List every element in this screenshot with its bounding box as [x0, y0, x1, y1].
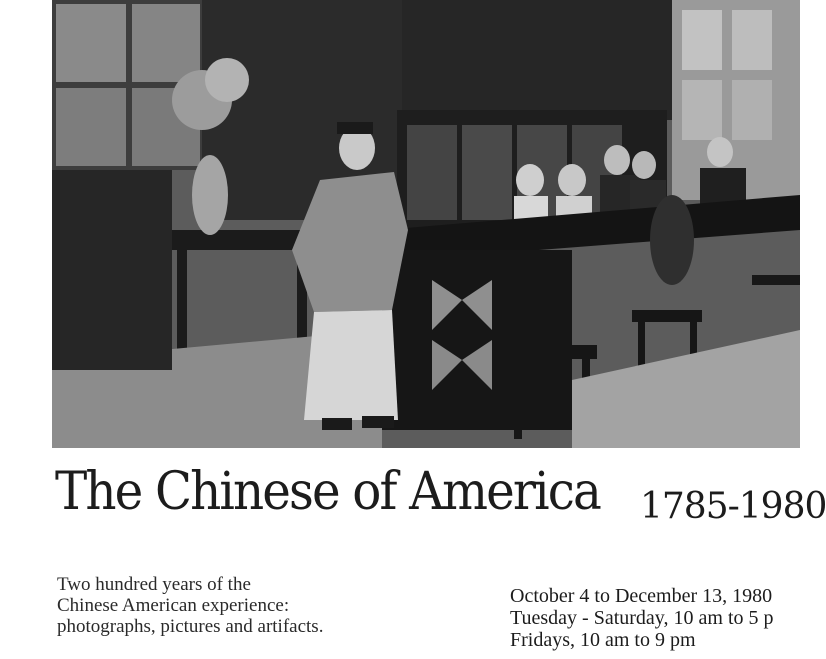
- exhibit-schedule: [510, 585, 800, 651]
- schedule-line: Tuesday - Saturday, 10 am to 5 p: [510, 607, 774, 629]
- description-line: photographs, pictures and artifacts.: [57, 616, 324, 637]
- archival-photograph: [52, 0, 800, 448]
- schedule-line: Fridays, 10 am to 9 pm: [510, 629, 696, 651]
- schedule-line: October 4 to December 13, 1980: [510, 585, 773, 607]
- exhibit-description: [57, 574, 323, 637]
- description-line: Chinese American experience:: [57, 595, 290, 616]
- poster-title: The Chinese of America: [55, 462, 600, 522]
- poster-years: 1785-1980: [640, 486, 826, 527]
- description-line: Two hundred years of the: [57, 574, 251, 595]
